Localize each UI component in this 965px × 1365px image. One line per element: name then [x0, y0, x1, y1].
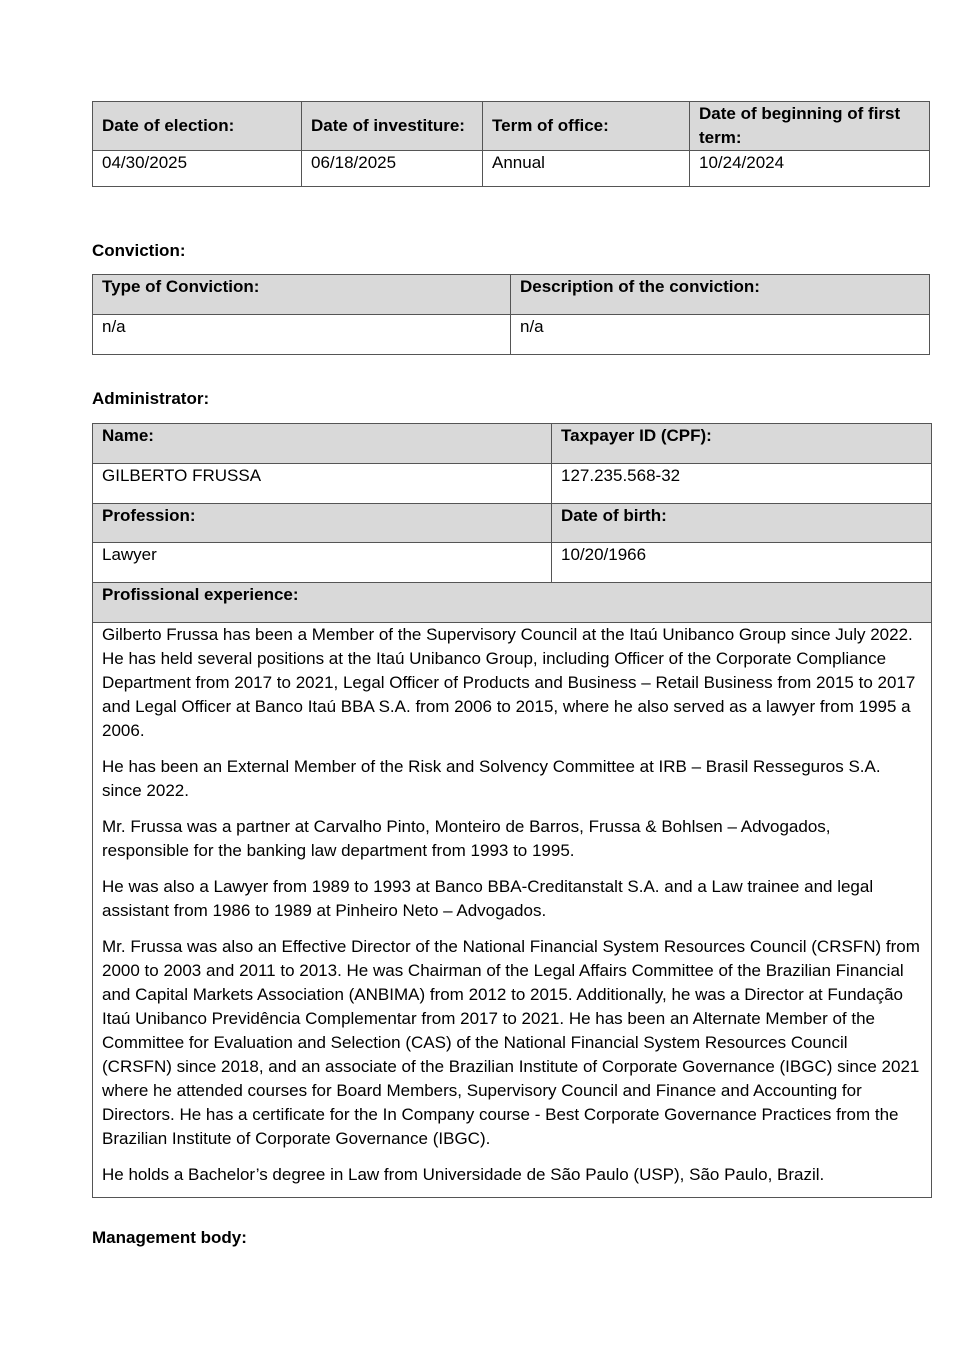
administrator-heading: Administrator: — [92, 389, 210, 408]
administrator-table — [92, 423, 932, 1198]
conviction-type-value: n/a — [93, 314, 511, 354]
name-value: GILBERTO FRUSSA — [93, 463, 552, 503]
name-header: Name: — [93, 424, 552, 464]
experience-paragraph: Mr. Frussa was a partner at Carvalho Pinto, Monteiro de Barros, Frussa & Bohlsen – Advogados, responsible for the banking law department from 1993 to 1995. — [102, 816, 831, 860]
investiture-date-value: 06/18/2025 — [302, 150, 483, 187]
management-body-heading: Management body: — [92, 1228, 247, 1247]
first-term-date-header: Date of beginning of first term: — [690, 102, 930, 151]
experience-header: Profissional experience: — [93, 583, 932, 623]
table-row — [93, 314, 930, 354]
conviction-type-header: Type of Conviction: — [93, 275, 511, 315]
election-date-header: Date of election: — [93, 102, 302, 151]
profession-value: Lawyer — [93, 543, 552, 583]
conviction-description-header: Description of the conviction: — [511, 275, 930, 315]
experience-paragraph: He has been an External Member of the Risk and Solvency Committee at IRB – Brasil Resseguros S.A. since 2022. — [102, 756, 881, 800]
conviction-table — [92, 274, 930, 355]
table-row — [93, 543, 932, 583]
table-row — [93, 583, 932, 623]
table-row — [93, 503, 932, 543]
birth-date-header: Date of birth: — [552, 503, 932, 543]
term-of-office-value: Annual — [483, 150, 690, 187]
profession-header: Profession: — [93, 503, 552, 543]
conviction-heading: Conviction: — [92, 241, 186, 260]
cpf-header: Taxpayer ID (CPF): — [552, 424, 932, 464]
experience-paragraph: He was also a Lawyer from 1989 to 1993 at Banco BBA-Creditanstalt S.A. and a Law trainee and legal assistant from 1986 to 1989 at Pinheiro Neto – Advogados. — [102, 876, 874, 920]
term-of-office-header: Term of office: — [483, 102, 690, 151]
table-row — [93, 150, 930, 187]
first-term-date-value: 10/24/2024 — [690, 150, 930, 187]
election-date-value: 04/30/2025 — [93, 150, 302, 187]
table-row — [93, 463, 932, 503]
experience-paragraph: Gilberto Frussa has been a Member of the Supervisory Council at the Itaú Unibanco Group since July 2022. He has held several positions at the Itaú Unibanco Group, including Officer of the Corporate Compliance Department from 2017 to 2021, Legal Officer of Products and Business – Retail Business from 2015 to 2017 and Legal Officer at Banco Itaú BBA S.A. from 2006 to 2015, where he also served as a lawyer from 1995 a 2006. — [102, 624, 916, 740]
experience-paragraph: He holds a Bachelor’s degree in Law from Universidade de São Paulo (USP), São Paulo, Brazil. — [102, 1164, 825, 1184]
cpf-value: 127.235.568-32 — [552, 463, 932, 503]
conviction-description-value: n/a — [511, 314, 930, 354]
investiture-date-header: Date of investiture: — [302, 102, 483, 151]
election-table — [92, 101, 930, 187]
table-row — [93, 622, 932, 1197]
experience-paragraph: Mr. Frussa was also an Effective Director of the National Financial System Resources Council (CRSFN) from 2000 to 2003 and 2011 to 2013. He was Chairman of the Legal Affairs Committee of the Brazilian Financial and Capital Markets Association (ANBIMA) from 2012 to 2015. Additionally, he was a Director at Fundação Itaú Unibanco Previdência Complementar from 2017 to 2021. He has been an Alternate Member of the Committee for Evaluation and Selection (CAS) of the National Financial System Resources Council (CRSFN) since 2018, and an associate of the Brazilian Institute of Corporate Governance (IBGC) since 2021 where he attended courses for Board Members, Supervisory Council and Finance and Accounting for Directors. He has a certificate for the In Company course - Best Corporate Governance Practices from the Brazilian Institute of Corporate Governance (IBGC). — [102, 936, 920, 1148]
table-row — [93, 102, 930, 151]
table-row — [93, 424, 932, 464]
experience-text — [93, 622, 932, 1197]
table-row — [93, 275, 930, 315]
birth-date-value: 10/20/1966 — [552, 543, 932, 583]
